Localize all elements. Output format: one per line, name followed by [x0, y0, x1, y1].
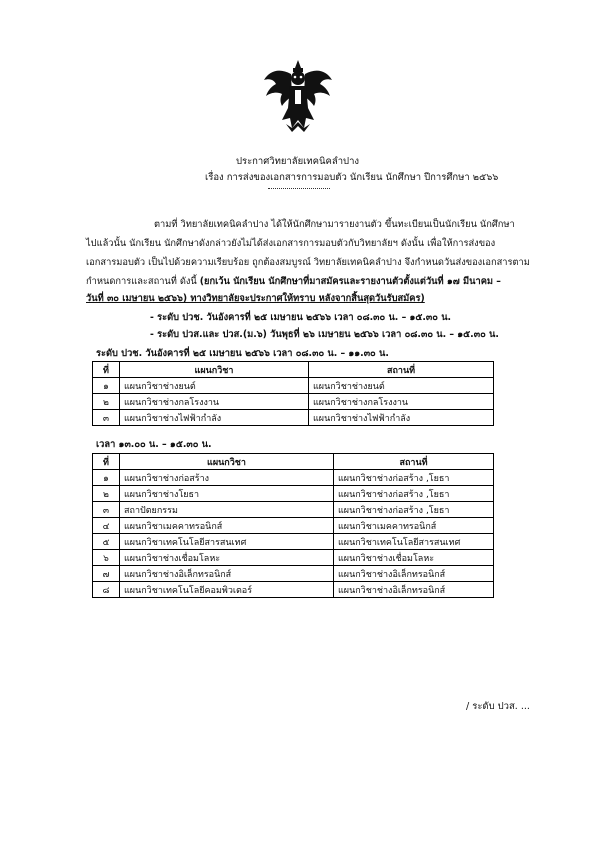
table-cell: แผนกวิชาเมคคาทรอนิกส์ [120, 518, 334, 534]
table-cell: ๒ [93, 486, 120, 502]
table-cell: แผนกวิชาช่างโยธา [120, 486, 334, 502]
table-row [93, 394, 494, 410]
table-cell: ๒ [93, 394, 120, 410]
announcement-subject: เรื่อง การส่งของเอกสารการมอบตัว นักเรียน นักศึกษา ปีการศึกษา ๒๕๖๖ [205, 172, 499, 183]
table-cell: ๖ [93, 550, 120, 566]
body-line-3: เอกสารมอบตัว เป็นไปด้วยความเรียบร้อย ถูกต้องสมบูรณ์ วิทยาลัยเทคนิคลำปาง จึงกำหนดวันส่งของเอกสารตาม [86, 257, 530, 268]
body-line-2: ไปแล้วนั้น นักเรียน นักศึกษาดังกล่าวยังไม่ได้ส่งเอกสารการมอบตัวกับวิทยาลัยฯ ดังนั้น เพื่อให้การส่งของ [86, 238, 496, 249]
table-cell: สถาปัตยกรรม [120, 502, 334, 518]
table-cell: ๔ [93, 518, 120, 534]
column-header: ที่ [93, 362, 120, 378]
table-cell: ๘ [93, 582, 120, 598]
column-header: สถานที่ [309, 362, 494, 378]
table-cell: แผนกวิชาช่างอิเล็กทรอนิกส์ [120, 566, 334, 582]
table-row [93, 470, 494, 486]
table-cell: แผนกวิชาช่างเชื่อมโลหะ [120, 550, 334, 566]
table-row [93, 566, 494, 582]
table-cell: ๑ [93, 470, 120, 486]
table-cell: แผนกวิชาช่างก่อสร้าง [120, 470, 334, 486]
table-cell: แผนกวิชาช่างก่อสร้าง ,โยธา [334, 470, 494, 486]
table-cell: แผนกวิชาช่างก่อสร้าง ,โยธา [334, 502, 494, 518]
schedule-bullet-2: - ระดับ ปวส.และ ปวส.(ม.๖) วันพุธที่ ๒๖ เมษายน ๒๕๖๖ เวลา ๐๘.๓๐ น. – ๑๕.๓๐ น. [150, 329, 499, 340]
announcement-title: ประกาศวิทยาลัยเทคนิคลำปาง [235, 156, 360, 167]
table-cell: แผนกวิชาช่างยนต์ [120, 378, 309, 394]
garuda-emblem-icon [262, 58, 334, 134]
table-cell: ๗ [93, 566, 120, 582]
table-cell: แผนกวิชาเทคโนโลยีสารสนเทศ [120, 534, 334, 550]
table-cell: แผนกวิชาเทคโนโลยีสารสนเทศ [334, 534, 494, 550]
table-cell: แผนกวิชาช่างไฟฟ้ากำลัง [309, 410, 494, 426]
table-row [93, 378, 494, 394]
table-cell: ๓ [93, 410, 120, 426]
body-line-1: ตามที่ วิทยาลัยเทคนิคลำปาง ได้ให้นักศึกษามารายงานตัว ขึ้นทะเบียนเป็นนักเรียน นักศึกษา [154, 219, 515, 230]
table-cell: ๑ [93, 378, 120, 394]
table-row [93, 582, 494, 598]
table-cell: แผนกวิชาช่างกลโรงงาน [309, 394, 494, 410]
table-cell: แผนกวิชาเทคโนโลยีคอมพิวเตอร์ [120, 582, 334, 598]
body-line-4-normal: กำหนดการและสถานที่ ดังนี้ [86, 276, 200, 287]
schedule-table-1 [92, 361, 494, 426]
table-row [93, 486, 494, 502]
table-cell: ๓ [93, 502, 120, 518]
table-row [93, 502, 494, 518]
table-cell: แผนกวิชาเมคคาทรอนิกส์ [334, 518, 494, 534]
table-cell: แผนกวิชาช่างเชื่อมโลหะ [334, 550, 494, 566]
body-line-5: วันที่ ๓๐ เมษายน ๒๕๖๖) ทางวิทยาลัยจะประกาศให้ทราบ หลังจากสิ้นสุดวันรับสมัคร) [86, 293, 425, 304]
schedule-table-2 [92, 453, 494, 598]
table-cell: แผนกวิชาช่างยนต์ [309, 378, 494, 394]
body-line-4-bold: (ยกเว้น นักเรียน นักศึกษาที่มาสมัครและรายงานตัวตั้งแต่วันที่ ๑๗ มีนาคม – [199, 276, 501, 287]
table2-caption: เวลา ๑๓.๐๐ น. – ๑๕.๓๐ น. [96, 439, 212, 450]
body-line-4 [86, 274, 501, 289]
table-row [93, 550, 494, 566]
table-cell: แผนกวิชาช่างก่อสร้าง ,โยธา [334, 486, 494, 502]
table-row [93, 518, 494, 534]
schedule-bullet-1: - ระดับ ปวช. วันอังคารที่ ๒๕ เมษายน ๒๕๖๖ เวลา ๐๘.๓๐ น. – ๑๕.๓๐ น. [150, 312, 452, 323]
table-cell: แผนกวิชาช่างไฟฟ้ากำลัง [120, 410, 309, 426]
table-header-row [93, 362, 494, 378]
table-cell: แผนกวิชาช่างอิเล็กทรอนิกส์ [334, 582, 494, 598]
table1-caption: ระดับ ปวช. วันอังคารที่ ๒๕ เมษายน ๒๕๖๖ เวลา ๐๘.๓๐ น. – ๑๑.๓๐ น. [96, 348, 389, 359]
table-cell: ๕ [93, 534, 120, 550]
column-header: ที่ [93, 454, 120, 470]
table-row [93, 534, 494, 550]
title-separator [268, 188, 330, 189]
table-cell: แผนกวิชาช่างกลโรงงาน [120, 394, 309, 410]
table-cell: แผนกวิชาช่างอิเล็กทรอนิกส์ [334, 566, 494, 582]
column-header: สถานที่ [334, 454, 494, 470]
column-header: แผนกวิชา [120, 454, 334, 470]
page-continued-note: / ระดับ ปวส. ... [466, 701, 530, 712]
column-header: แผนกวิชา [120, 362, 309, 378]
table-row [93, 410, 494, 426]
table-header-row [93, 454, 494, 470]
